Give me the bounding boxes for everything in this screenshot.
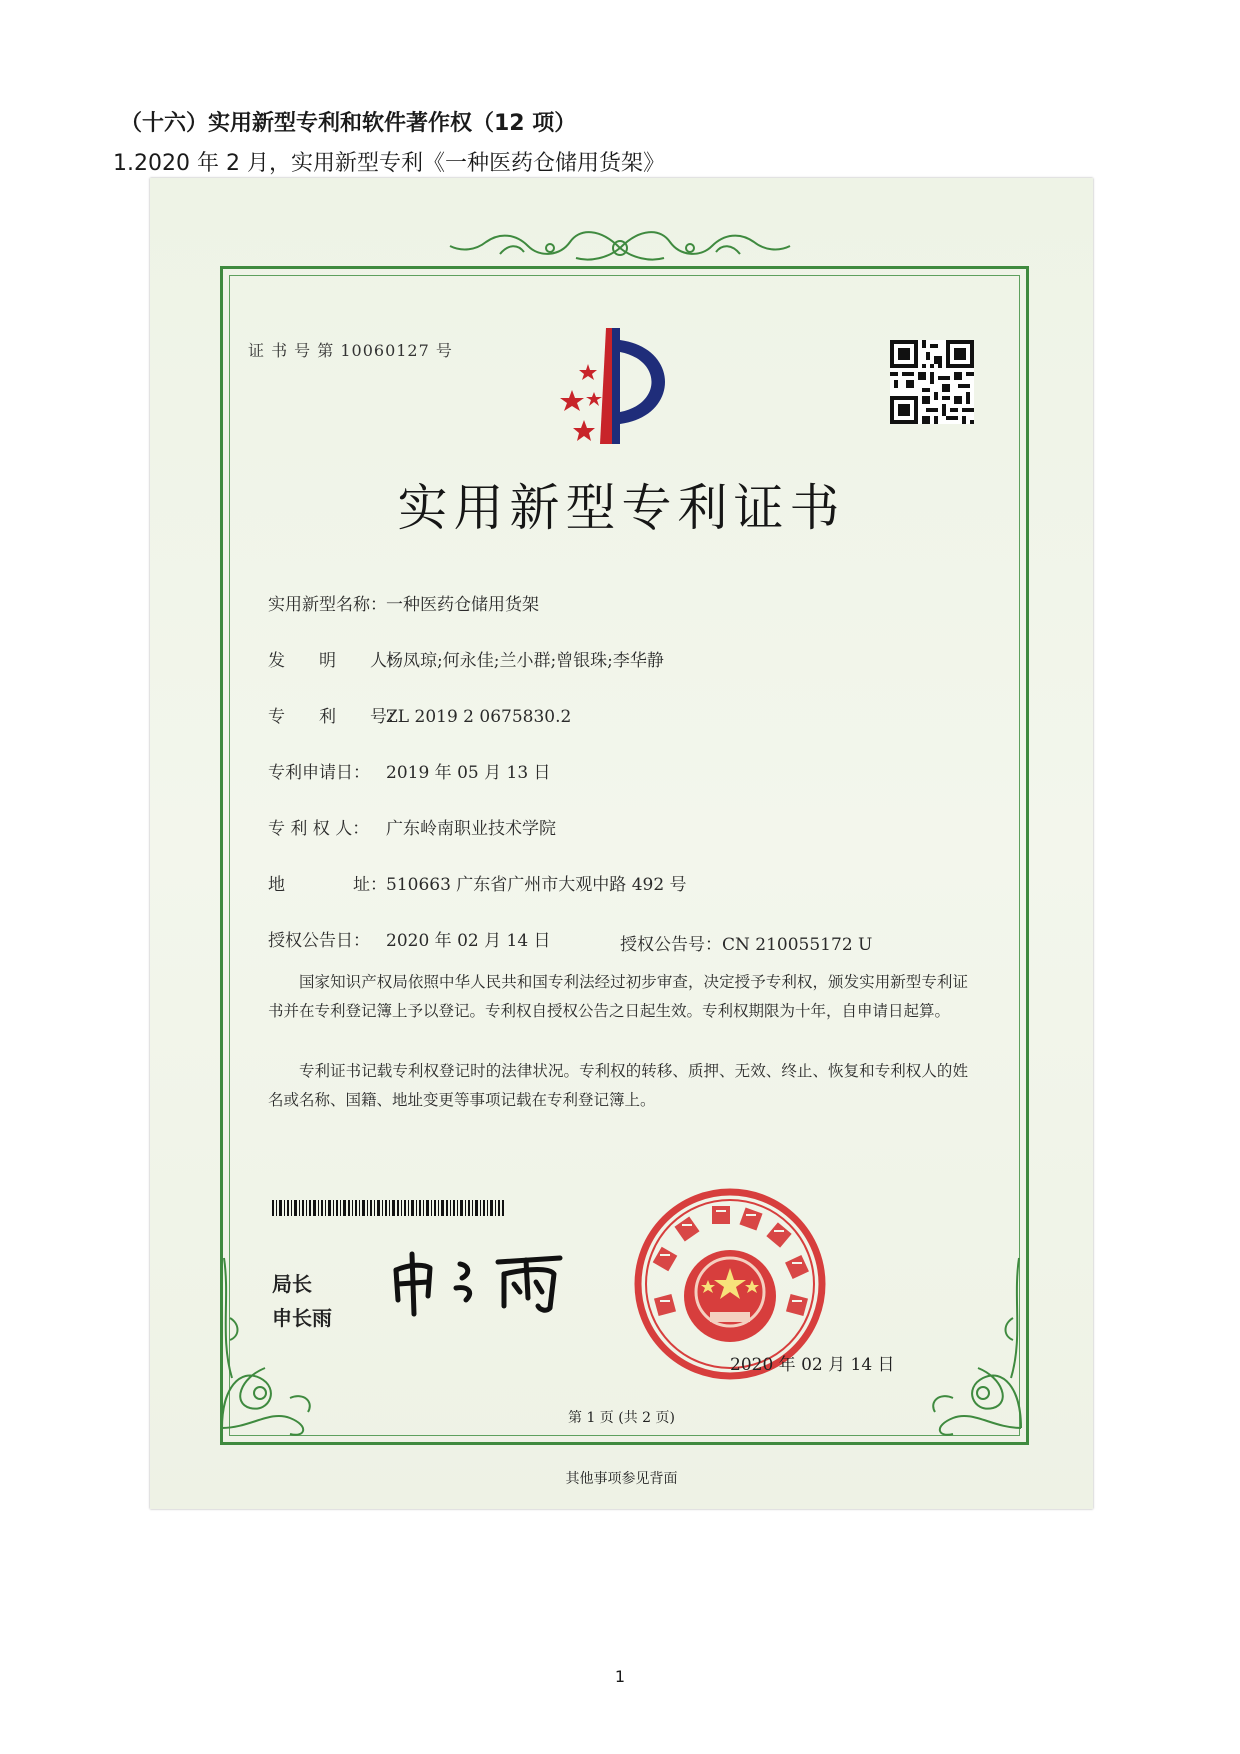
seal-date: 2020 年 02 月 14 日 <box>730 1355 895 1375</box>
field-value: 广东岭南职业技术学院 <box>386 819 556 839</box>
page-heading: （十六）实用新型专利和软件著作权（12 项） <box>120 111 577 136</box>
field-utility-model-name <box>268 590 539 615</box>
field-label: 发 明 人： <box>268 651 404 671</box>
certificate-paragraph-2: 专利证书记载专利权登记时的法律状况。专利权的转移、质押、无效、终止、恢复和专利权人的姓名或名称、国籍、地址变更等事项记载在专利登记簿上。 <box>268 1062 968 1109</box>
certificate-title: 实用新型专利证书 <box>397 479 846 537</box>
field-label: 授权公告号： <box>620 935 722 955</box>
field-patentee <box>268 814 556 839</box>
patent-certificate <box>150 178 1093 1509</box>
field-label: 专利申请日： <box>268 763 370 783</box>
handwritten-signature-icon <box>390 1248 570 1318</box>
field-value: 2019 年 05 月 13 日 <box>386 763 551 783</box>
field-label: 专 利 号： <box>268 707 404 727</box>
certificate-footer-note: 其他事项参见背面 <box>565 1471 678 1487</box>
certificate-paragraph-1: 国家知识产权局依照中华人民共和国专利法经过初步审查，决定授予专利权，颁发实用新型专利证书并在专利登记簿上予以登记。专利权自授权公告之日起生效。专利权期限为十年，自申请日起算。 <box>268 973 968 1020</box>
top-ornament-icon <box>440 218 800 274</box>
field-value: 510663 广东省广州市大观中路 492 号 <box>386 875 687 895</box>
page-number: 1 <box>614 1667 626 1686</box>
field-grant-date <box>268 926 551 951</box>
field-label: 授权公告日： <box>268 931 370 951</box>
qr-code-icon <box>890 340 974 424</box>
field-label: 地 址： <box>268 875 387 895</box>
page-subheading: 1.2020 年 2 月，实用新型专利《一种医药仓储用货架》 <box>113 151 665 176</box>
field-value: ZL 2019 2 0675830.2 <box>386 707 572 727</box>
signer-title: 局长 <box>272 1272 312 1296</box>
certificate-page-indicator: 第 1 页 (共 2 页) <box>568 1410 675 1426</box>
field-patent-number <box>268 702 571 727</box>
signer-name: 申长雨 <box>272 1306 332 1330</box>
field-publication-number <box>620 930 872 955</box>
field-value: 杨凤琼;何永佳;兰小群;曾银珠;李华静 <box>386 651 664 671</box>
field-label: 实用新型名称： <box>268 595 387 615</box>
field-label: 专 利 权 人： <box>268 819 370 839</box>
field-value: 2020 年 02 月 14 日 <box>386 931 551 951</box>
field-value: 一种医药仓储用货架 <box>386 595 539 615</box>
field-value: CN 210055172 U <box>722 935 873 955</box>
field-application-date <box>268 758 551 783</box>
certificate-number: 证 书 号 第 10060127 号 <box>248 341 453 360</box>
field-inventors <box>268 646 664 671</box>
field-address <box>268 870 687 895</box>
barcode-icon <box>272 1200 504 1216</box>
patent-office-emblem-icon <box>550 320 680 450</box>
